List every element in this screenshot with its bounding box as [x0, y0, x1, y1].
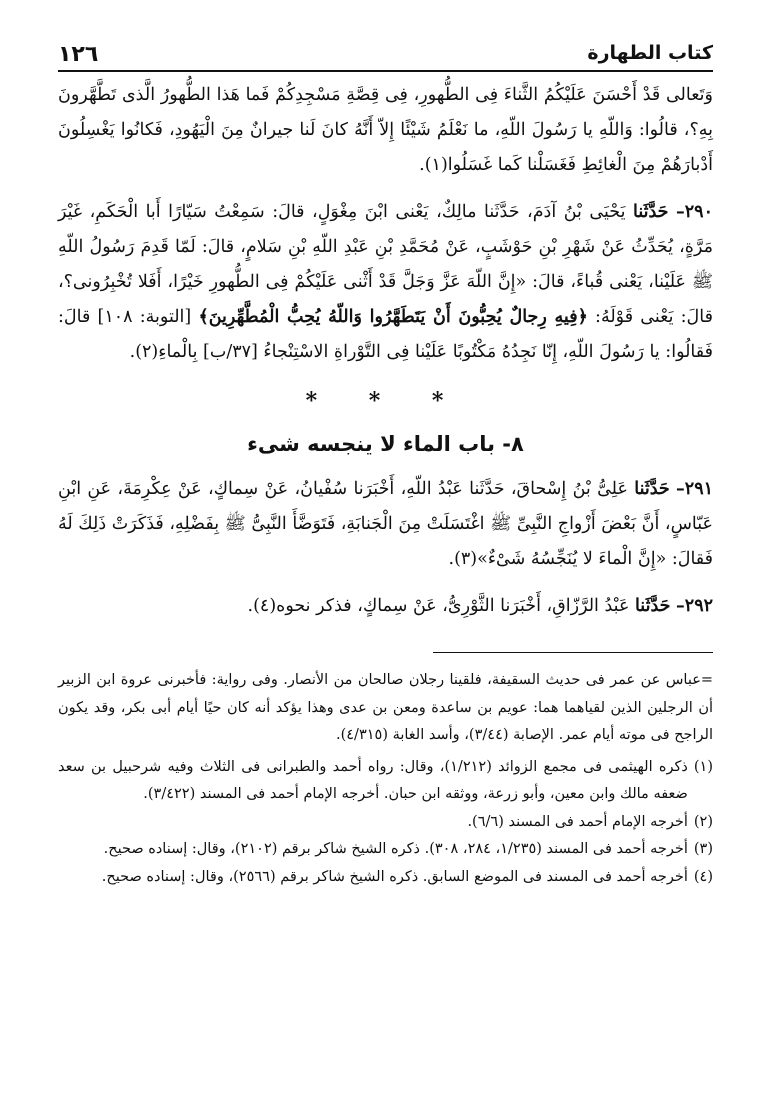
footnote-item: [58, 864, 713, 892]
hadith-text: عَبْدُ الرَّزّاقِ، أَخْبَرَنا الثَّوْرِىُّ، عَنْ سِماكٍ، فذكر نحوه(٤).: [247, 596, 630, 616]
narration-lead: حَدَّثَنا: [633, 202, 669, 222]
footnote-marker: (٣): [693, 841, 713, 857]
footnote-item: [58, 754, 713, 809]
book-page: [58, 40, 713, 1075]
page-number: ١٢٦: [58, 42, 99, 67]
narration-lead: حَدَّثَنا: [634, 596, 671, 616]
narration-lead: حَدَّثَنا: [634, 479, 670, 499]
footnote-text: أخرجه الإمام أحمد فى المسند (٦/٦).: [467, 813, 688, 830]
hadith-text: يَحْيَى بْنُ آدَمَ، حَدَّثَنا مالِكٌ، يَعْنى ابْنَ مِغْوَلٍ، قالَ: سَمِعْتُ سَيّارًا أَبا الْحَكَمِ، غَيْرَ مَرَّةٍ، يُحَدِّثُ عَنْ شَهْرِ بْنِ حَوْشَبٍ، عَنْ مُحَمَّدِ بْنِ عَبْدِ اللّهِ بْنِ سَلامٍ، قالَ: لَمّا قَدِمَ رَسُولُ اللّهِ ﷺ عَلَيْنا، يَعْنى قُباءً، قالَ: «إِنَّ اللّهَ عَزَّ وَجَلَّ قَدْ أَثْنى عَلَيْكُمْ فِى الطُّهورِ خَيْرًا، أَفَلا تُخْبِرُونى؟، قالَ: يَعْنى قَوْلَهُ:: [58, 202, 713, 327]
continued-paragraph: وَتَعالى قَدْ أَحْسَنَ عَلَيْكُمُ الثَّناءَ فِى الطُّهورِ، فِى قِصَّةِ مَسْجِدِكُمْ فَما هَذا الطُّهورُ الَّذى تَطَّهَّرونَ بِهِ؟، قالُوا: وَاللّهِ يا رَسُولَ اللّهِ، ما نَعْلَمُ شَيْئًا إِلاّ أَنَّهُ كانَ لَنا جيرانٌ مِنَ الْيَهُودِ، فَكانُوا يَغْسِلُونَ أَدْبارَهُمْ مِنَ الْغائِطِ فَغَسَلْنا كَما غَسَلُوا(١).: [58, 85, 713, 175]
hadith-text: عَلِىُّ بْنُ إِسْحاقَ، حَدَّثَنا عَبْدُ اللّهِ، أَخْبَرَنا سُفْيانُ، عَنْ سِماكٍ، عَنْ عِكْرِمَةَ، عَنِ ابْنِ عَبّاسٍ، أَنَّ بَعْضَ أَزْواجِ النَّبِىِّ ﷺ اغْتَسَلَتْ مِنَ الْجَنابَةِ، فَتَوَضَّأَ النَّبِىُّ ﷺ بِفَضْلِهِ، فَذَكَرَتْ ذَلِكَ لَهُ فَقالَ: «إِنَّ الْماءَ لا يُنَجِّسُهُ شَىْءٌ»(٣).: [58, 479, 713, 569]
running-title: كتاب الطهارة: [587, 42, 713, 64]
hadith-number: ٢٩٠–: [676, 202, 713, 222]
footnote-text: أخرجه أحمد فى المسند فى الموضع السابق. ذكره الشيخ شاكر برقم (٢٥٦٦)، وقال: إسناده صحيح.: [101, 868, 688, 885]
page-header: [58, 40, 713, 72]
footnote-marker: (١): [693, 758, 713, 775]
hadith-text-tail: [التوبة: ١٠٨] قالَ: فَقالُوا: يا رَسُولَ اللّهِ، إِنّا نَجِدُهُ مَكْتُوبًا عَلَيْنا فِى التَّوْراةِ الاسْتِنْجاءُ [٣٧/ب] بِالْماءِ(٢).: [58, 307, 713, 362]
footnote-text: أخرجه أحمد فى المسند (١/٢٣٥، ٢٨٤، ٣٠٨). ذكره الشيخ شاكر برقم (٢١٠٢)، وقال: إسناده صحيح.: [103, 841, 688, 857]
hadith-291: [58, 472, 713, 577]
footnote-item: [58, 809, 713, 837]
hadith-290: [58, 195, 713, 370]
section-separator: * * *: [305, 388, 466, 414]
footnote-marker: (٤): [693, 868, 713, 885]
hadith-292: [58, 589, 713, 624]
footnote-divider: [433, 652, 713, 653]
main-text: [58, 78, 713, 624]
quran-verse: ﴿فِيهِ رِجالٌ يُحِبُّونَ أَنْ يَتَطَهَّرُوا وَاللّهُ يُحِبُّ الْمُطَّهِّرِينَ﴾: [198, 307, 588, 327]
footnotes: [58, 667, 713, 891]
hadith-number: ٢٩١–: [676, 479, 713, 499]
footnote-continuation: =عباس عن عمر فى حديث السقيفة، فلقينا رجلان صالحان من الأنصار. وفى رواية: فأخبرنى عروة ابن الزبير أن الرجلين الذين لقياهما هما: عويم بن ساعدة ومعن بن عدى وهذا يؤكد أنه كان حيًا أيام أبى بكر، وقد يكون الراجح فى موته أيام عمر. الإصابة (٣/٤٤)، وأسد الغابة (٤/٣١٥).: [58, 672, 713, 743]
footnote-text: ذكره الهيثمى فى مجمع الزوائد (١/٢١٢)، وقال: رواه أحمد والطبرانى فى الثلاث وفيه شرحبيل بن سعد ضعفه مالك وابن معين، وأبو زرعة، ووثقه ابن حبان. أخرجه الإمام أحمد فى المسند (٣/٤٢٢).: [58, 758, 688, 802]
chapter-heading: ٨- باب الماء لا ينجسه شىء: [247, 432, 524, 456]
footnote-item: [58, 836, 713, 864]
hadith-number: ٢٩٢–: [676, 596, 713, 616]
footnote-marker: (٢): [693, 813, 713, 830]
